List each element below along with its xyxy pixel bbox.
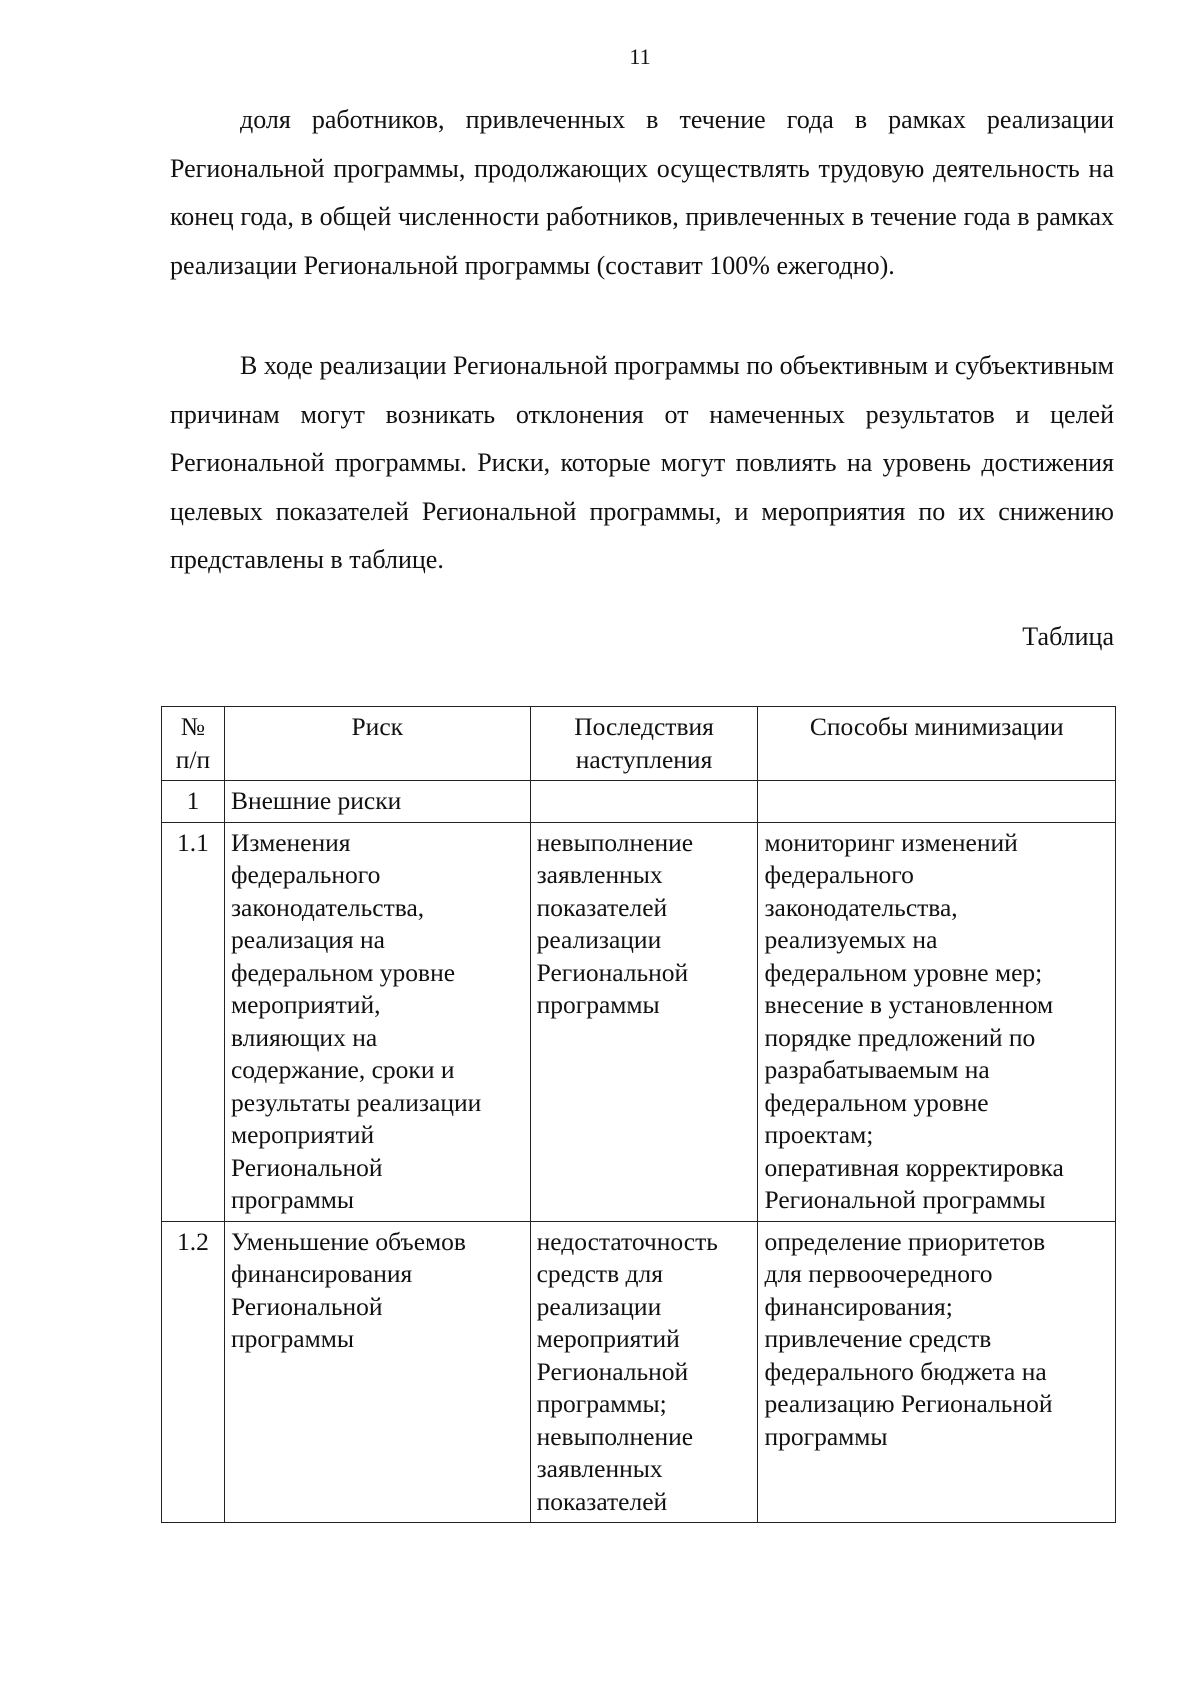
cell-risk-line: содержание, сроки и bbox=[230, 1055, 455, 1084]
cell-methods-line: порядке предложений по bbox=[764, 1022, 1036, 1052]
cell-methods-line: оперативная корректировка bbox=[764, 1152, 1064, 1182]
risk-table bbox=[161, 706, 1116, 1523]
cell-methods-line: для первоочередного bbox=[764, 1259, 993, 1288]
paragraph-1-text: доля работников, привлеченных в течение года в рамках реализации Региональной программы, продолжающих осуществлять трудовую деятельность на конец года, в общей численности работников, привлеченных в течение года в рамках реализации Региональной программы (составит 100% ежегодно). bbox=[170, 105, 1114, 280]
cell-num: 1 bbox=[162, 781, 225, 823]
cell-methods-line: федерального bbox=[764, 860, 914, 889]
cell-methods-line: проектам; bbox=[764, 1120, 874, 1149]
cell-methods-line: программы bbox=[764, 1421, 888, 1451]
cell-risk-line: Изменения bbox=[230, 827, 351, 857]
cell-consequences-line: программы; bbox=[536, 1389, 667, 1418]
cell-methods-line: федерального бюджета на bbox=[764, 1356, 1047, 1386]
table-caption: Таблица bbox=[1022, 622, 1114, 651]
header-risk: Риск bbox=[224, 707, 530, 781]
cell-risk-line: результаты реализации bbox=[230, 1087, 482, 1117]
cell-consequences bbox=[530, 781, 758, 823]
cell-consequences-line: заявленных bbox=[536, 860, 663, 889]
cell-consequences bbox=[530, 822, 758, 1221]
cell-methods-line: внесение в установленном bbox=[764, 990, 1054, 1019]
cell-methods-line: привлечение средств bbox=[764, 1324, 992, 1353]
table-header-row bbox=[162, 707, 1116, 781]
cell-consequences-line: невыполнение bbox=[536, 827, 694, 857]
cell-num: 1.2 bbox=[162, 1221, 225, 1523]
cell-consequences-line: невыполнение bbox=[536, 1421, 694, 1451]
paragraph-1 bbox=[170, 96, 1114, 290]
cell-consequences bbox=[530, 1221, 758, 1523]
cell-consequences-line: реализации bbox=[536, 1291, 662, 1321]
cell-methods-line: финансирования; bbox=[764, 1291, 953, 1321]
cell-consequences-line: программы bbox=[536, 990, 660, 1019]
cell-methods bbox=[758, 822, 1116, 1221]
cell-risk-line: федерального bbox=[230, 860, 381, 889]
page-number: 11 bbox=[629, 44, 651, 69]
cell-risk-line: законодательства, bbox=[230, 892, 425, 922]
cell-risk-line: финансирования bbox=[230, 1259, 413, 1288]
cell-methods-line: мониторинг изменений bbox=[764, 827, 1018, 857]
cell-methods-line: разрабатываемым на bbox=[764, 1055, 990, 1084]
paragraph-2 bbox=[170, 342, 1114, 585]
cell-methods-line: законодательства, bbox=[764, 892, 958, 922]
cell-risk-line: программы bbox=[230, 1324, 355, 1353]
cell-consequences-line: показателей bbox=[536, 892, 668, 922]
cell-num: 1.1 bbox=[162, 822, 225, 1221]
cell-methods-line: федеральном уровне мер; bbox=[764, 957, 1043, 987]
cell-methods-line: федеральном уровне bbox=[764, 1087, 989, 1117]
cell-consequences-line: реализации bbox=[536, 925, 662, 954]
cell-risk-line: Уменьшение объемов bbox=[230, 1226, 466, 1256]
cell-consequences-line: заявленных bbox=[536, 1454, 663, 1483]
cell-risk-line: федеральном уровне bbox=[230, 957, 456, 987]
table-row bbox=[162, 822, 1116, 1221]
cell-consequences-line: недостаточность bbox=[536, 1226, 718, 1256]
header-consequences-line: наступления bbox=[575, 744, 713, 774]
cell-risk bbox=[224, 781, 530, 823]
cell-risk-line: мероприятий bbox=[230, 1120, 375, 1149]
cell-methods bbox=[758, 1221, 1116, 1523]
cell-risk-line: влияющих на bbox=[230, 1022, 378, 1052]
cell-consequences-line: показателей bbox=[536, 1486, 668, 1516]
cell-consequences-line: Региональной bbox=[536, 1356, 689, 1386]
header-methods: Способы минимизации bbox=[758, 707, 1116, 781]
cell-consequences-line: средств для bbox=[536, 1259, 663, 1288]
header-num-line: п/п bbox=[175, 744, 211, 774]
cell-risk-line: реализация на bbox=[230, 925, 385, 954]
header-num bbox=[162, 707, 225, 781]
cell-methods-line: Региональной программы bbox=[764, 1185, 1046, 1214]
cell-methods-line: реализуемых на bbox=[764, 925, 938, 954]
cell-risk-line: Региональной bbox=[230, 1291, 383, 1321]
cell-methods-line: реализацию Региональной bbox=[764, 1389, 1053, 1418]
table-row bbox=[162, 781, 1116, 823]
cell-risk-line: мероприятий, bbox=[230, 990, 381, 1019]
cell-risk-line: программы bbox=[230, 1185, 355, 1214]
header-num-line: № bbox=[180, 712, 206, 741]
cell-methods-line: определение приоритетов bbox=[764, 1226, 1046, 1256]
cell-risk bbox=[224, 822, 530, 1221]
paragraph-2-text: В ходе реализации Региональной программы по объективным и субъективным причинам могут возникать отклонения от намеченных результатов и целей Региональной программы. Риски, которые могут повлиять на уровень достижения целевых показателей Региональной программы, и мероприятия по их снижению представлены в таблице. bbox=[170, 351, 1114, 574]
cell-methods bbox=[758, 781, 1116, 823]
header-consequences-line: Последствия bbox=[574, 712, 714, 741]
cell-consequences-line: мероприятий bbox=[536, 1324, 680, 1353]
table-row bbox=[162, 1221, 1116, 1523]
header-consequences bbox=[530, 707, 758, 781]
cell-risk bbox=[224, 1221, 530, 1523]
cell-risk-line: Региональной bbox=[230, 1152, 383, 1182]
cell-risk-line: Внешние риски bbox=[230, 786, 402, 815]
cell-consequences-line: Региональной bbox=[536, 957, 689, 987]
